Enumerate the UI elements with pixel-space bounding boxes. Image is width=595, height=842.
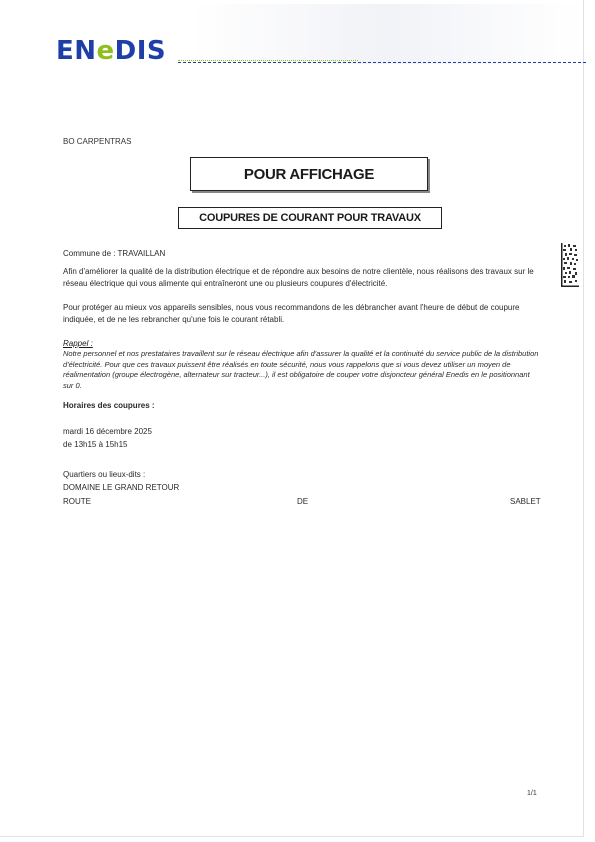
subtitle-box <box>178 207 442 229</box>
cut-date: mardi 16 décembre 2025 <box>63 427 152 436</box>
header-rule <box>178 62 586 63</box>
quartiers-title: Quartiers ou lieux-dits : <box>63 470 146 479</box>
datamatrix-code <box>561 243 579 287</box>
quartier-name: DOMAINE LE GRAND RETOUR <box>63 483 180 492</box>
intro-paragraph: Afin d'améliorer la qualité de la distribution électrique et de répondre aux besoins de notre clientèle, nous réalisons des travaux sur le réseau électrique qui vous alimente qui entraîneront une ou plusieurs coupures d'électricité. <box>63 267 534 288</box>
commune-line: Commune de : TRAVAILLAN <box>63 249 166 258</box>
site-name: BO CARPENTRAS <box>63 137 132 146</box>
cut-hours: de 13h15 à 15h15 <box>63 440 128 449</box>
page-number: 1/1 <box>527 790 537 797</box>
rappel-title: Rappel : <box>63 339 93 348</box>
rappel-paragraph: Notre personnel et nos prestataires travaillent sur le réseau électrique afin d'assurer la qualité et la continuité du service public de la distribution d'électricité. Pour que ces travaux puissent être réalisés en toute sécurité, nous vous rappelons que si vous devez utiliser un moyen de réalimentation (groupe électrogène, alternateur sur tracteur...), il est obligatoire de couper votre disjoncteur général Enedis en le positionnant sur 0. <box>63 349 539 390</box>
title-box <box>190 157 428 191</box>
route-col2: DE <box>297 497 309 506</box>
title-text: POUR AFFICHAGE <box>243 165 375 183</box>
subtitle-text: COUPURES DE COURANT POUR TRAVAUX <box>199 212 421 224</box>
advice-paragraph: Pour protéger au mieux vos appareils sensibles, nous vous recommandons de les débrancher avant l'heure de début de coupure indiquée, et de ne les rebrancher qu'une fois le courant rétabli. <box>63 303 520 324</box>
header-rule-accent <box>178 60 358 61</box>
enedis-logo: ENeDIS <box>56 36 167 66</box>
horaires-title: Horaires des coupures : <box>63 401 155 410</box>
route-col3: SABLET <box>510 497 541 506</box>
route-col1: ROUTE <box>63 497 91 506</box>
scan-shadow <box>190 4 580 64</box>
